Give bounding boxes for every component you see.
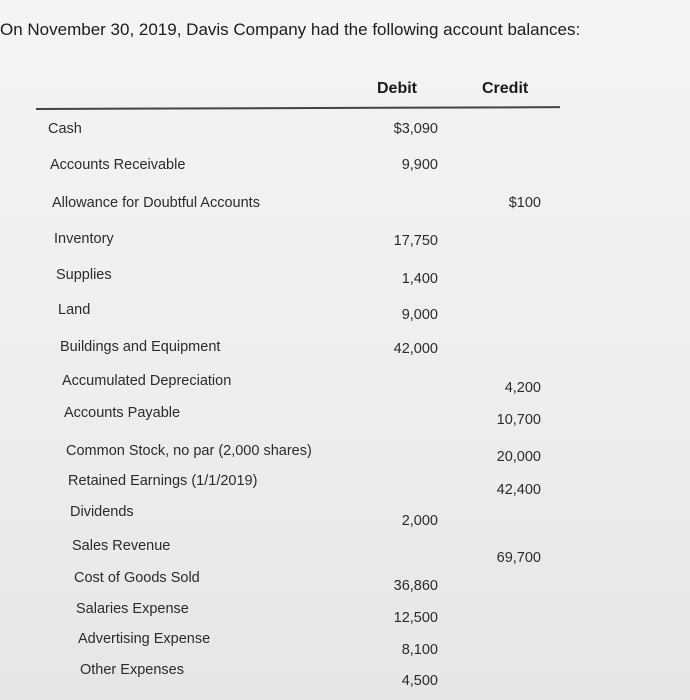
debit-amount: 4,500	[401, 673, 438, 689]
account-row	[0, 157, 690, 181]
credit-amount: 4,200	[504, 380, 541, 396]
page-heading: On November 30, 2019, Davis Company had the following account balances:	[0, 20, 581, 39]
account-name: Common Stock, no par (2,000 shares)	[66, 443, 312, 459]
debit-amount: 42,000	[393, 341, 438, 357]
account-row	[0, 231, 690, 255]
debit-column-header: Debit	[377, 80, 417, 97]
account-name: Other Expenses	[80, 662, 184, 678]
account-name: Supplies	[56, 267, 112, 283]
account-row	[0, 631, 690, 658]
account-name: Land	[58, 302, 91, 318]
debit-amount: 2,000	[401, 513, 438, 529]
account-name: Cost of Goods Sold	[74, 570, 200, 586]
account-row	[0, 601, 690, 625]
credit-amount: $100	[508, 195, 541, 211]
account-row	[0, 121, 690, 145]
debit-amount: 17,750	[393, 233, 438, 249]
account-row	[0, 195, 690, 219]
debit-amount: $3,090	[393, 121, 438, 137]
account-name: Retained Earnings (1/1/2019)	[68, 473, 258, 489]
account-name: Dividends	[70, 504, 134, 520]
debit-amount: 1,400	[401, 271, 438, 287]
account-row	[0, 339, 690, 363]
account-name: Accumulated Depreciation	[62, 373, 232, 389]
account-row	[0, 443, 690, 467]
debit-amount: 12,500	[393, 610, 438, 626]
account-row	[0, 662, 690, 689]
account-row	[0, 373, 690, 397]
credit-amount: 42,400	[496, 482, 541, 498]
credit-amount: 20,000	[496, 449, 541, 465]
account-row	[0, 473, 690, 497]
account-name: Accounts Receivable	[50, 157, 186, 173]
debit-amount: 36,860	[393, 578, 438, 594]
account-name: Salaries Expense	[76, 601, 189, 617]
account-name: Advertising Expense	[78, 631, 211, 647]
debit-amount: 8,100	[401, 642, 438, 658]
account-name: Cash	[48, 121, 82, 137]
credit-column-header: Credit	[482, 80, 529, 97]
account-name: Buildings and Equipment	[60, 339, 221, 355]
account-row	[0, 538, 690, 566]
debit-amount: 9,900	[401, 157, 438, 173]
account-row	[0, 405, 690, 429]
account-row	[0, 504, 690, 528]
account-row	[0, 570, 690, 594]
account-name: Allowance for Doubtful Accounts	[52, 195, 260, 211]
account-row	[0, 267, 690, 291]
account-name: Sales Revenue	[72, 538, 171, 554]
account-name: Accounts Payable	[64, 405, 181, 421]
credit-amount: 10,700	[496, 412, 541, 428]
account-row	[0, 302, 690, 326]
debit-amount: 9,000	[401, 307, 438, 323]
account-name: Inventory	[54, 231, 114, 247]
header-rule	[36, 106, 560, 110]
credit-amount: 69,700	[496, 550, 541, 566]
